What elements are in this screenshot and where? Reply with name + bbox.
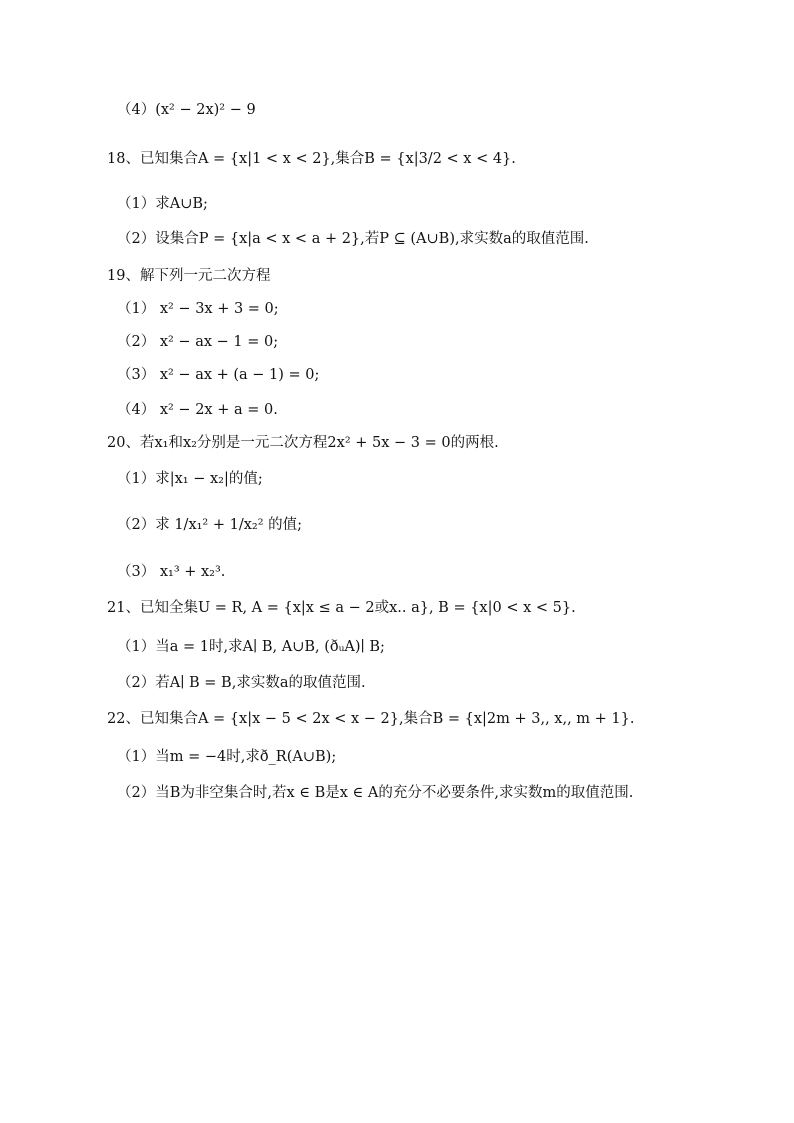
question-22-part-1: （1）当m = −4时,求ð_R(A∪B); (117, 749, 337, 765)
question-19-part-1: （1） x² − 3x + 3 = 0; (117, 301, 279, 317)
question-18-part-2: （2）设集合P = {x|a < x < a + 2},若P ⊆ (A∪B),求实数a的取值范围. (117, 231, 589, 247)
question-20-part-2: （2）求 1/x₁² + 1/x₂² 的值; (117, 517, 303, 533)
question-19: 19、解下列一元二次方程 (107, 268, 271, 284)
question-18-part-1: （1）求A∪B; (117, 196, 208, 212)
question-21-part-2: （2）若A∣ B = B,求实数a的取值范围. (117, 675, 366, 691)
question-21-part-1: （1）当a = 1时,求A∣ B, A∪B, (ðᵤA)∣ B; (117, 639, 385, 655)
question-19-part-4: （4） x² − 2x + a = 0. (117, 402, 278, 418)
question-18: 18、已知集合A = {x|1 < x < 2},集合B = {x|3/2 < x < 4}. (107, 151, 516, 167)
question-22-part-2: （2）当B为非空集合时,若x ∈ B是x ∈ A的充分不必要条件,求实数m的取值范围. (117, 785, 634, 801)
question-22: 22、已知集合A = {x|x − 5 < 2x < x − 2},集合B = {x|2m + 3,, x,, m + 1}. (107, 711, 635, 727)
question-20-part-3: （3） x₁³ + x₂³. (117, 564, 226, 580)
question-20-part-1: （1）求|x₁ − x₂|的值; (117, 471, 263, 487)
question-19-part-2: （2） x² − ax − 1 = 0; (117, 334, 279, 350)
question-21: 21、已知全集U = R, A = {x|x ≤ a − 2或x.. a}, B = {x|0 < x < 5}. (107, 600, 576, 616)
problem-17-part-4: （4）(x² − 2x)² − 9 (117, 102, 256, 118)
question-20: 20、若x₁和x₂分别是一元二次方程2x² + 5x − 3 = 0的两根. (107, 435, 499, 451)
question-19-part-3: （3） x² − ax + (a − 1) = 0; (117, 367, 320, 383)
